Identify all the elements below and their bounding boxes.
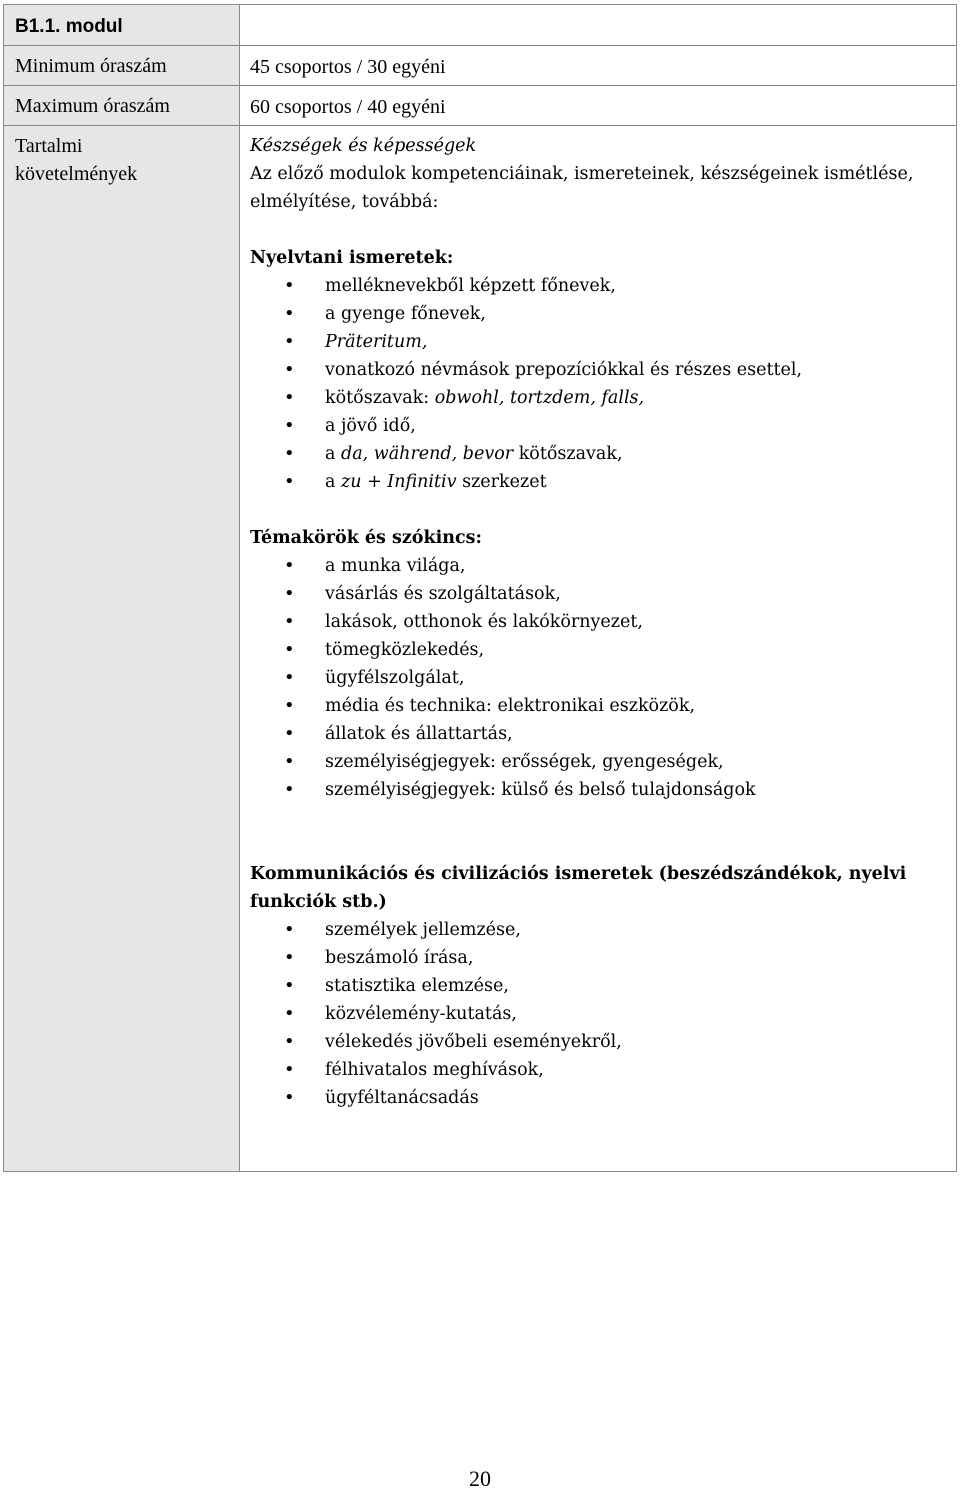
list-item: • a gyenge főnevek, — [250, 300, 956, 328]
list-item: • tömegközlekedés, — [250, 636, 956, 664]
list-item: • melléknevekből képzett főnevek, — [250, 272, 956, 300]
list-item: • beszámoló írása, — [250, 944, 956, 972]
topics-heading: Témakörök és szókincs: — [250, 528, 482, 548]
list-item: • statisztika elemzése, — [250, 972, 956, 1000]
max-hours-row — [4, 86, 957, 126]
content-label — [4, 126, 240, 1172]
list-item: • a zu + Infinitiv szerkezet — [250, 468, 956, 496]
content-body — [240, 126, 957, 1172]
list-item: • a munka világa, — [250, 552, 956, 580]
list-item: • a da, während, bevor kötőszavak, — [250, 440, 956, 468]
list-item: • személyek jellemzése, — [250, 916, 956, 944]
module-title: B1.1. modul — [4, 5, 240, 46]
list-item: • állatok és állattartás, — [250, 720, 956, 748]
grammar-heading: Nyelvtani ismeretek: — [250, 248, 454, 268]
max-hours-label: Maximum óraszám — [4, 86, 240, 126]
module-title-empty-cell — [240, 5, 957, 46]
list-item: • személyiségjegyek: külső és belső tulajdonságok — [250, 776, 956, 804]
max-hours-value: 60 csoportos / 40 egyéni — [240, 86, 957, 126]
list-item: • vélekedés jövőbeli eseményekről, — [250, 1028, 956, 1056]
grammar-list — [250, 272, 956, 496]
list-item: • a jövő idő, — [250, 412, 956, 440]
intro-line1: Az előző modulok kompetenciáinak, ismereteinek, készségeinek ismétlése, — [250, 164, 914, 184]
module-table — [3, 4, 957, 1172]
content-label-line1: Tartalmi — [15, 135, 83, 157]
module-title-row — [4, 5, 957, 46]
list-item: • vásárlás és szolgáltatások, — [250, 580, 956, 608]
intro-line2: elmélyítése, továbbá: — [250, 192, 439, 212]
list-item: • személyiségjegyek: erősségek, gyengeségek, — [250, 748, 956, 776]
comm-list — [250, 916, 956, 1112]
list-item: • Präteritum, — [250, 328, 956, 356]
skills-heading: Készségek és képességek — [250, 136, 477, 156]
comm-heading-line2: funkciók stb.) — [250, 892, 387, 912]
content-row — [4, 126, 957, 1172]
list-item: • lakások, otthonok és lakókörnyezet, — [250, 608, 956, 636]
list-item: • média és technika: elektronikai eszközök, — [250, 692, 956, 720]
list-item: • félhivatalos meghívások, — [250, 1056, 956, 1084]
page-number: 20 — [469, 1466, 491, 1491]
topics-list — [250, 552, 956, 804]
min-hours-value: 45 csoportos / 30 egyéni — [240, 46, 957, 86]
comm-heading-line1: Kommunikációs és civilizációs ismeretek (beszédszándékok, nyelvi — [250, 864, 907, 884]
list-item: • ügyfélszolgálat, — [250, 664, 956, 692]
list-item: • vonatkozó névmások prepozíciókkal és részes esettel, — [250, 356, 956, 384]
content-label-line2: követelmények — [15, 163, 138, 185]
min-hours-row — [4, 46, 957, 86]
list-item: • ügyféltanácsadás — [250, 1084, 956, 1112]
list-item: • közvélemény-kutatás, — [250, 1000, 956, 1028]
list-item: • kötőszavak: obwohl, tortzdem, falls, — [250, 384, 956, 412]
min-hours-label: Minimum óraszám — [4, 46, 240, 86]
